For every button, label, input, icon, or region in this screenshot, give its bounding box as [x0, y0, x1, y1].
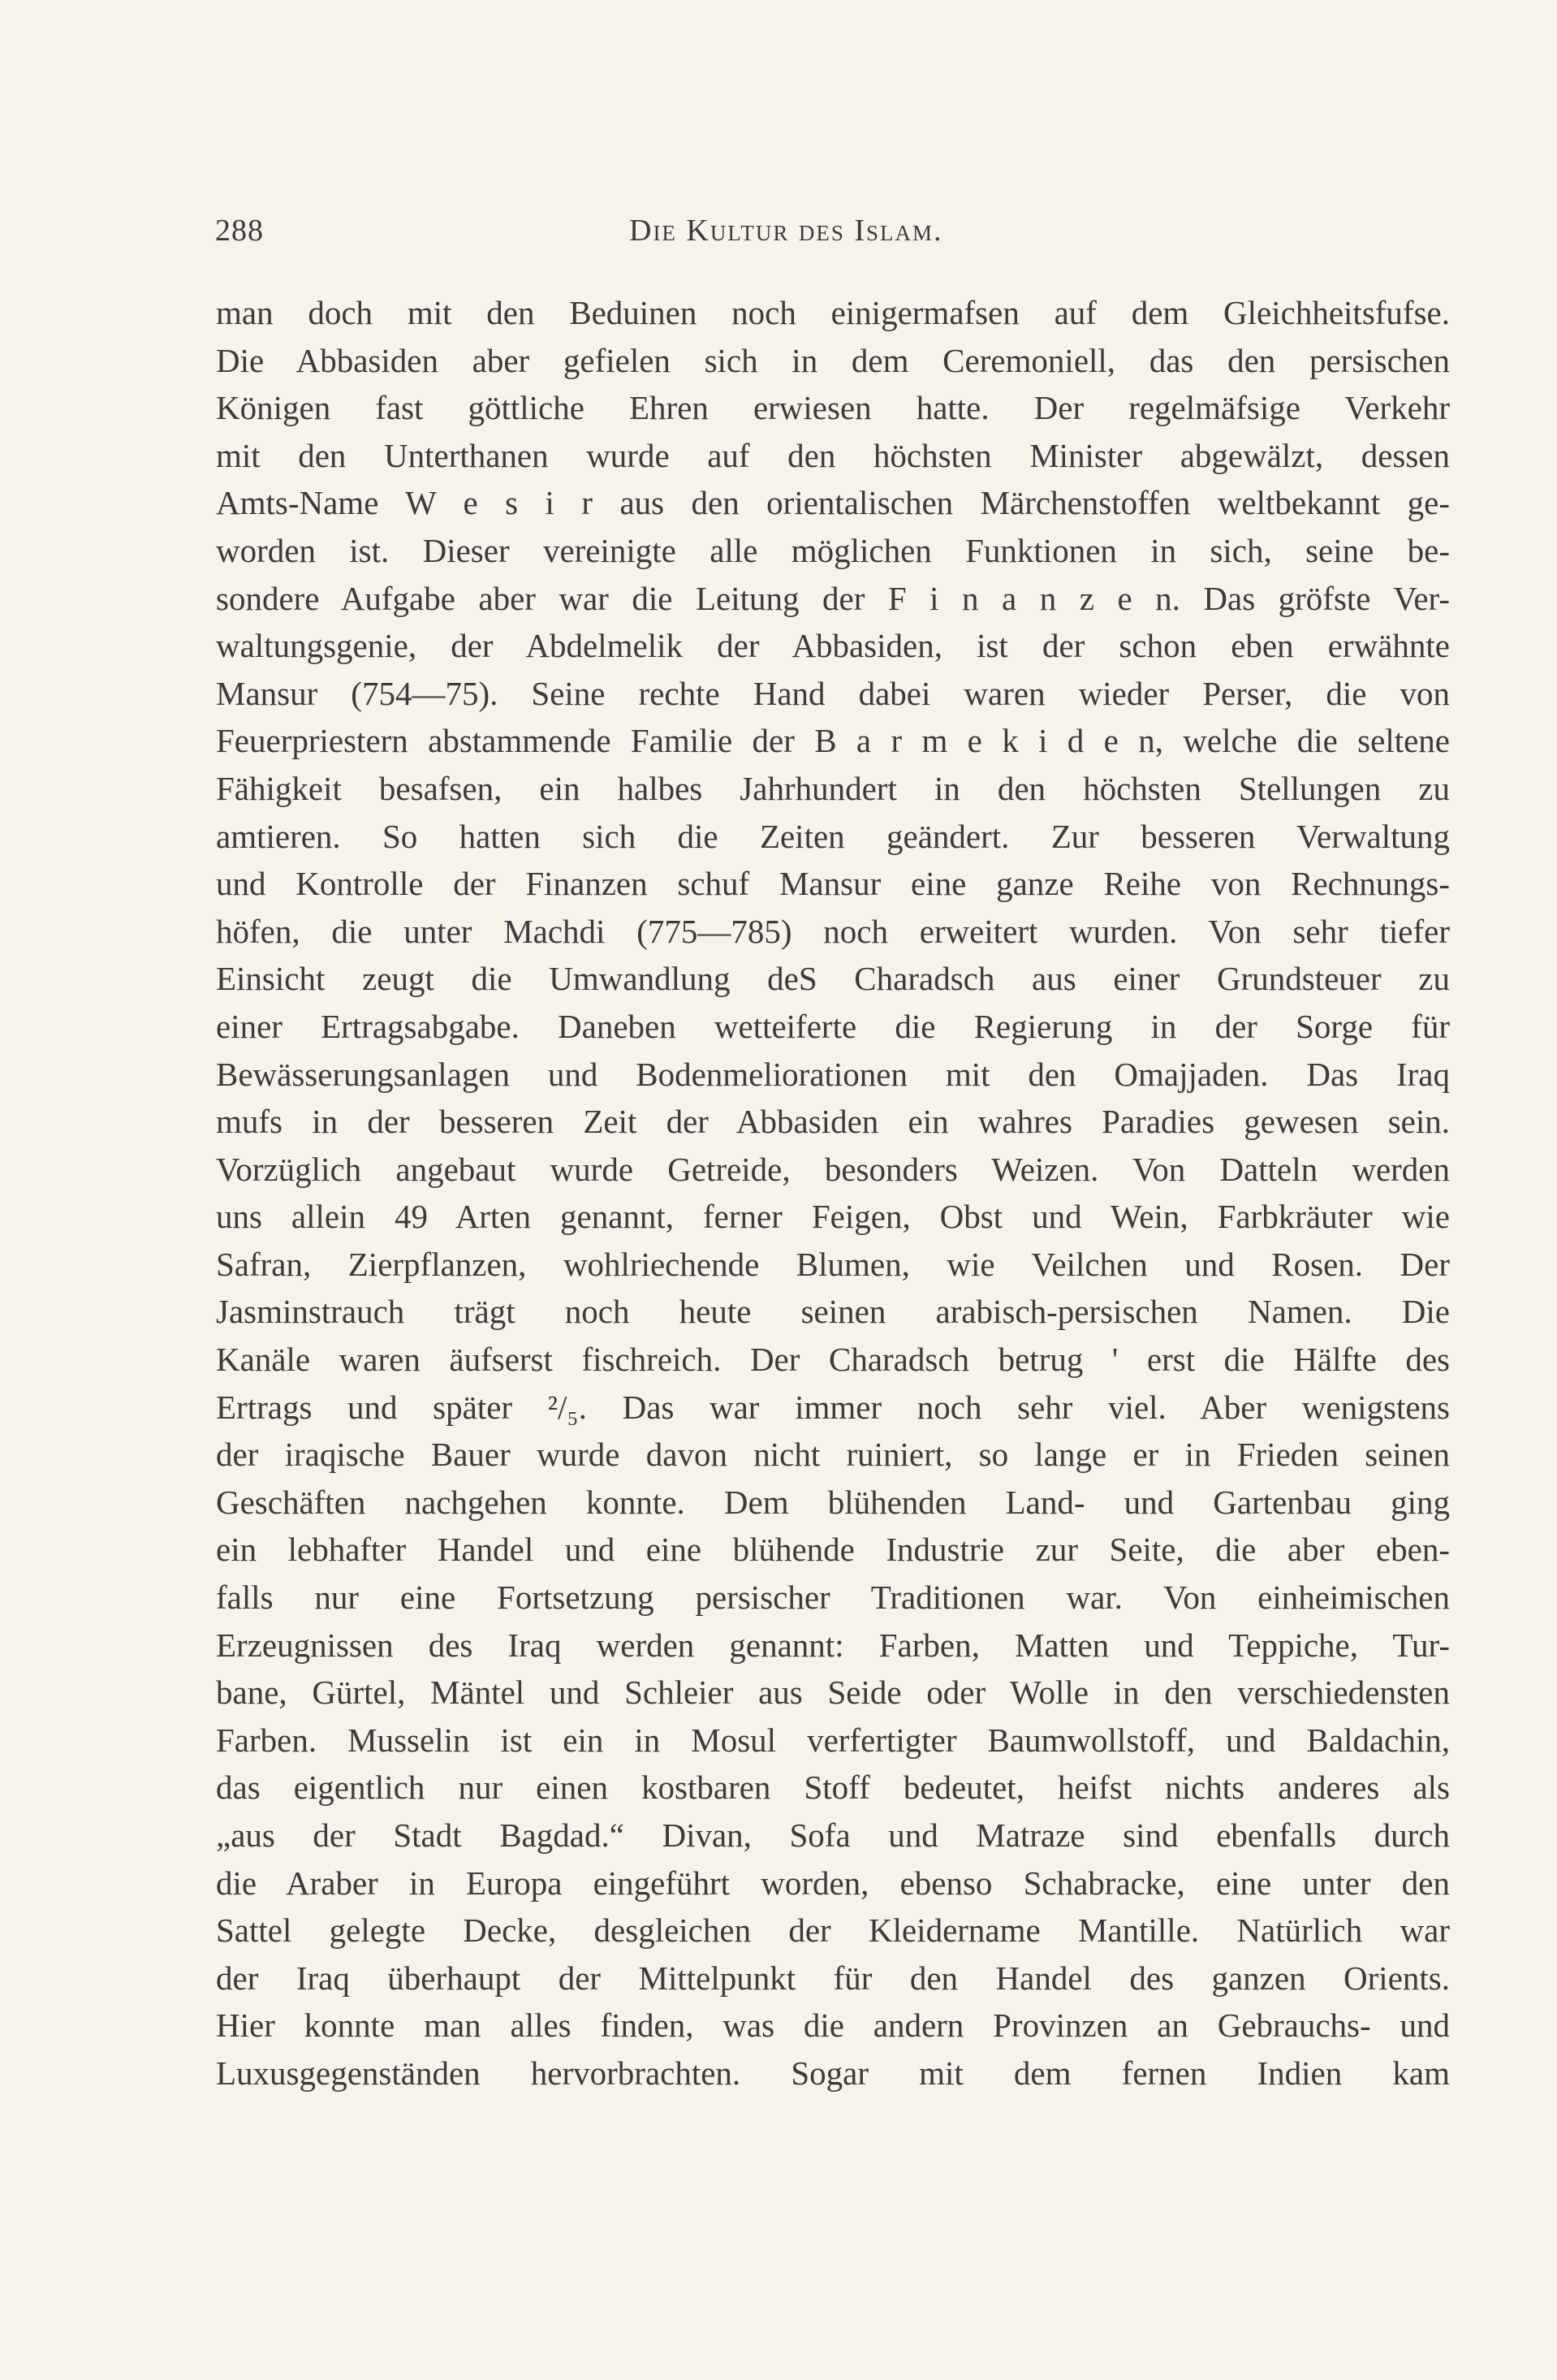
page-number: 288 — [215, 214, 264, 248]
text-line: einer Ertragsabgabe. Daneben wetteiferte die Regierung in der Sorge für — [216, 1007, 1450, 1045]
text-line: „aus der Stadt Bagdad.“ Divan, Sofa und Matraze sind ebenfalls durch — [216, 1816, 1450, 1854]
text-line: Luxusgegenständen hervorbrachten. Sogar mit dem fernen Indien kam — [216, 2054, 1450, 2092]
text-line: Königen fast göttliche Ehren erwiesen hatte. Der regelmäfsige Verkehr — [216, 389, 1450, 427]
text-line: falls nur eine Fortsetzung persischer Traditionen war. Von einheimischen — [216, 1579, 1450, 1617]
text-line: der iraqische Bauer wurde davon nicht ruiniert, so lange er in Frieden seinen — [216, 1436, 1450, 1474]
body-text — [216, 289, 1450, 2097]
text-line: Jasminstrauch trägt noch heute seinen arabisch-persischen Namen. Die — [216, 1293, 1450, 1331]
text-line: uns allein 49 Arten genannt, ferner Feigen, Obst und Wein, Farbkräuter wie — [216, 1198, 1450, 1236]
text-line: sondere Aufgabe aber war die Leitung der F i n a n z e n. Das gröfste Ver- — [216, 579, 1450, 617]
text-line: worden ist. Dieser vereinigte alle möglichen Funktionen in sich, seine be- — [216, 531, 1450, 569]
text-line: Kanäle waren äufserst fischreich. Der Charadsch betrug ' erst die Hälfte des — [216, 1341, 1450, 1379]
text-line: Safran, Zierpflanzen, wohlriechende Blumen, wie Veilchen und Rosen. Der — [216, 1245, 1450, 1283]
text-line: Die Abbasiden aber gefielen sich in dem Ceremoniell, das den persischen — [216, 341, 1450, 379]
text-line: Farben. Musselin ist ein in Mosul verfertigter Baumwollstoff, und Baldachin, — [216, 1721, 1450, 1759]
text-line: amtieren. So hatten sich die Zeiten geändert. Zur besseren Verwaltung — [216, 817, 1450, 855]
text-line: man doch mit den Beduinen noch einigermafsen auf dem Gleichheitsfufse. — [216, 294, 1450, 331]
text-line: Mansur (754—75). Seine rechte Hand dabei waren wieder Perser, die von — [216, 674, 1450, 712]
text-line: ein lebhafter Handel und eine blühende Industrie zur Seite, die aber eben- — [216, 1531, 1450, 1569]
text-line: Ertrags und später ²/₅. Das war immer noch sehr viel. Aber wenigstens — [216, 1388, 1450, 1426]
text-line: bane, Gürtel, Mäntel und Schleier aus Seide oder Wolle in den verschiedensten — [216, 1674, 1450, 1712]
text-line: Sattel gelegte Decke, desgleichen der Kleidername Mantille. Natürlich war — [216, 1911, 1450, 1950]
text-line: Vorzüglich angebaut wurde Getreide, besonders Weizen. Von Datteln werden — [216, 1150, 1450, 1188]
text-line: mufs in der besseren Zeit der Abbasiden ein wahres Paradies gewesen sein. — [216, 1103, 1450, 1141]
running-title: Die Kultur des Islam. — [629, 214, 943, 248]
text-line: das eigentlich nur einen kostbaren Stoff bedeutet, heifst nichts anderes als — [216, 1769, 1450, 1807]
text-line: der Iraq überhaupt der Mittelpunkt für den Handel des ganzen Orients. — [216, 1959, 1450, 1997]
text-line: Fähigkeit besafsen, ein halbes Jahrhundert in den höchsten Stellungen zu — [216, 769, 1450, 807]
text-line: und Kontrolle der Finanzen schuf Mansur eine ganze Reihe von Rechnungs- — [216, 865, 1450, 903]
text-line: Einsicht zeugt die Umwandlung deS Charadsch aus einer Grundsteuer zu — [216, 960, 1450, 998]
text-line: waltungsgenie, der Abdelmelik der Abbasiden, ist der schon eben erwähnte — [216, 627, 1450, 665]
text-line: Bewässerungsanlagen und Bodenmeliorationen mit den Omajjaden. Das Iraq — [216, 1055, 1450, 1093]
page-header — [215, 213, 1449, 261]
text-line: Geschäften nachgehen konnte. Dem blühenden Land- und Gartenbau ging — [216, 1483, 1450, 1521]
text-line: Hier konnte man alles finden, was die andern Provinzen an Gebrauchs- und — [216, 2006, 1450, 2045]
text-line: Feuerpriestern abstammende Familie der B a r m e k i d e n, welche die seltene — [216, 722, 1450, 760]
text-line: Amts-Name W e s i r aus den orientalischen Märchenstoffen weltbekannt ge- — [216, 484, 1450, 522]
text-line: mit den Unterthanen wurde auf den höchsten Minister abgewälzt, dessen — [216, 436, 1450, 474]
text-line: Erzeugnissen des Iraq werden genannt: Farben, Matten und Teppiche, Tur- — [216, 1626, 1450, 1664]
text-line: höfen, die unter Machdi (775—785) noch erweitert wurden. Von sehr tiefer — [216, 912, 1450, 950]
text-line: die Araber in Europa eingeführt worden, ebenso Schabracke, eine unter den — [216, 1864, 1450, 1902]
